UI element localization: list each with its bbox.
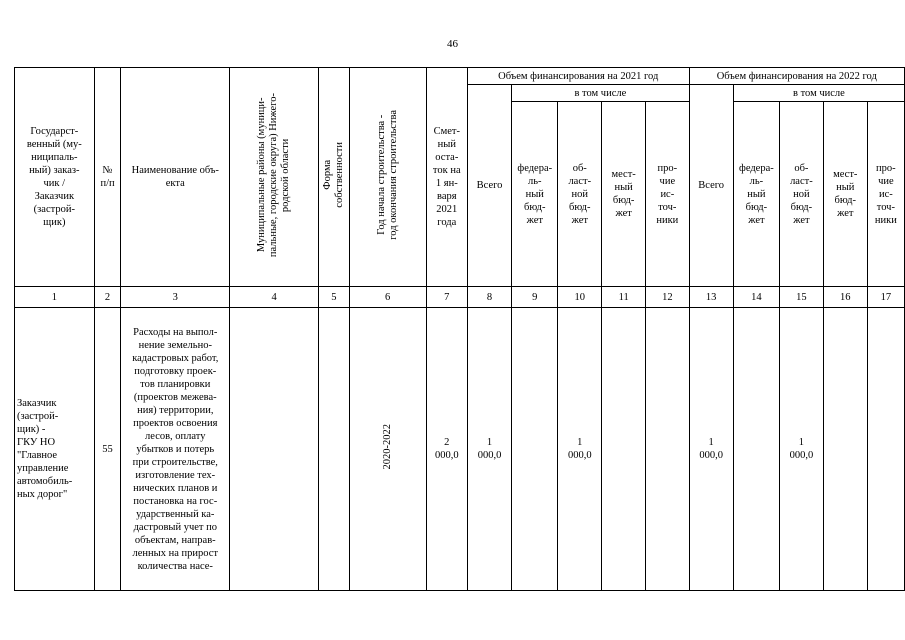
- row-estimate-balance: 2 000,0: [426, 308, 467, 591]
- header-local-2022: мест- ный бюд- жет: [823, 102, 867, 287]
- header-other-2021: про- чие ис- точ- ники: [646, 102, 689, 287]
- page-number: 46: [447, 38, 458, 50]
- column-number: 5: [319, 287, 350, 308]
- row-object-name: Расходы на выпол- нение земельно- кадастровых работ, подготовку проек- тов планировки (проектов межева- ния) территории, проектов освоения лесов, оплату убытков и потерь при строительстве, изготовление тех- нических планов и постановка на гос- ударственный ка- дастровый учет по объектам, направ- ленных на прирост количества насе-: [121, 308, 230, 591]
- column-number: 12: [646, 287, 689, 308]
- row-years-cell: [349, 308, 426, 591]
- column-number: 1: [15, 287, 95, 308]
- column-number-row: [15, 287, 905, 308]
- column-number: 17: [867, 287, 904, 308]
- row-federal-2022: [733, 308, 779, 591]
- column-number: 13: [689, 287, 733, 308]
- column-number: 16: [823, 287, 867, 308]
- row-total-2021: 1 000,0: [467, 308, 511, 591]
- header-including-2021: в том числе: [512, 85, 689, 102]
- column-number: 10: [558, 287, 602, 308]
- column-number: 2: [94, 287, 121, 308]
- header-object-name: Наименование объ- екта: [121, 68, 230, 287]
- column-number: 9: [512, 287, 558, 308]
- header-regional-2021: об- ласт- ной бюд- жет: [558, 102, 602, 287]
- row-num: 55: [94, 308, 121, 591]
- row-other-2022: [867, 308, 904, 591]
- table-row: [15, 308, 905, 591]
- row-other-2021: [646, 308, 689, 591]
- header-federal-2021: федера- ль- ный бюд- жет: [512, 102, 558, 287]
- column-number: 3: [121, 287, 230, 308]
- header-total-2022: Всего: [689, 85, 733, 287]
- header-num: № п/п: [94, 68, 121, 287]
- row-ownership: [319, 308, 350, 591]
- column-number: 11: [602, 287, 646, 308]
- header-customer: Государст- венный (му- ниципаль- ный) заказ- чик / Заказчик (застрой- щик): [15, 68, 95, 287]
- column-number: 15: [780, 287, 824, 308]
- header-funding-2022: Объем финансирования на 2022 год: [689, 68, 904, 85]
- column-number: 6: [349, 287, 426, 308]
- header-regional-2022: об- ласт- ной бюд- жет: [780, 102, 824, 287]
- header-total-2021: Всего: [467, 85, 511, 287]
- column-number: 14: [733, 287, 779, 308]
- header-years: Год начала строительства - год окончания строительства: [375, 110, 399, 240]
- header-years-cell: [349, 68, 426, 287]
- header-local-2021: мест- ный бюд- жет: [602, 102, 646, 287]
- row-federal-2021: [512, 308, 558, 591]
- row-district: [230, 308, 319, 591]
- header-districts: Муниципальные районы (муници- пальные, городские округа) Нижего- родской области: [256, 92, 292, 258]
- header-ownership: Форма собственности: [321, 142, 345, 208]
- row-total-2022: 1 000,0: [689, 308, 733, 591]
- row-regional-2021: 1 000,0: [558, 308, 602, 591]
- row-customer: Заказчик (застрой- щик) - ГКУ НО "Главное управление автомобиль- ных дорог": [15, 308, 95, 591]
- header-including-2022: в том числе: [733, 85, 904, 102]
- header-districts-cell: [230, 68, 319, 287]
- header-ownership-cell: [319, 68, 350, 287]
- row-local-2021: [602, 308, 646, 591]
- column-number: 8: [467, 287, 511, 308]
- row-local-2022: [823, 308, 867, 591]
- row-years: 2020-2022: [381, 424, 393, 470]
- header-estimate-balance: Смет- ный оста- ток на 1 ян- варя 2021 года: [426, 68, 467, 287]
- header-other-2022: про- чие ис- точ- ники: [867, 102, 904, 287]
- column-number: 7: [426, 287, 467, 308]
- financing-table: [14, 67, 905, 591]
- row-regional-2022: 1 000,0: [780, 308, 824, 591]
- header-funding-2021: Объем финансирования на 2021 год: [467, 68, 689, 85]
- column-number: 4: [230, 287, 319, 308]
- header-federal-2022: федера- ль- ный бюд- жет: [733, 102, 779, 287]
